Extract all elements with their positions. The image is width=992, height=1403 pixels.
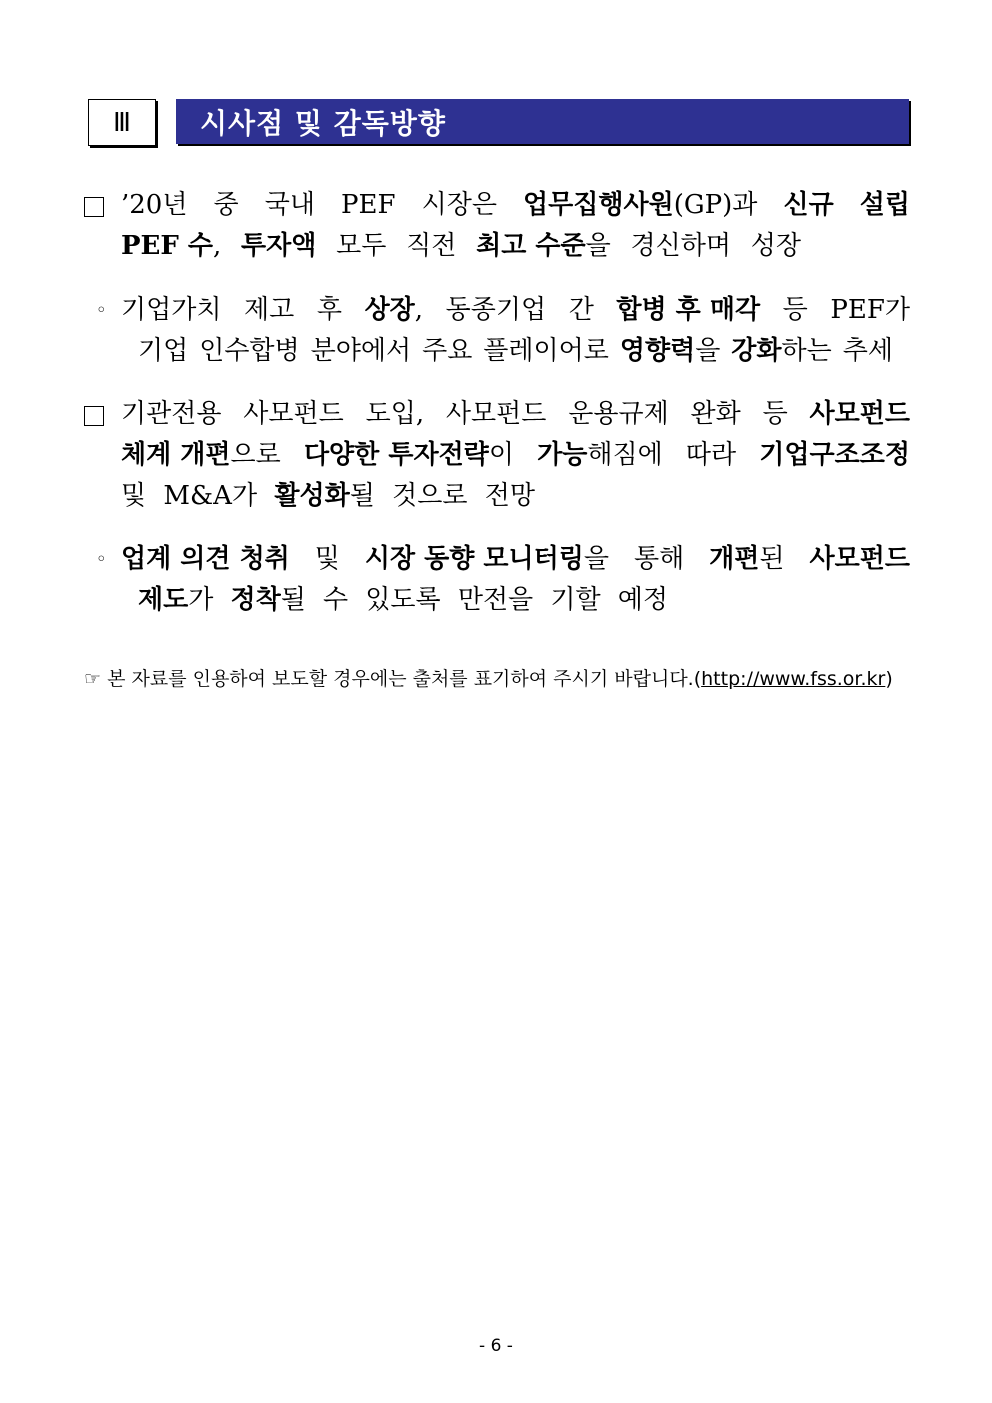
text-suffix: 된 <box>759 544 785 574</box>
text-segment <box>550 580 600 621</box>
text-suffix: , <box>414 295 424 325</box>
bold-text: 사모펀드 <box>809 544 910 574</box>
text-segment <box>121 476 146 517</box>
text-segment <box>458 580 533 621</box>
text-segment <box>691 394 741 435</box>
plain-text: 동종기업 <box>445 295 547 325</box>
text-segment <box>616 290 760 331</box>
text-segment <box>244 290 294 331</box>
checkbox-bullet-icon <box>84 185 106 226</box>
text-segment <box>317 290 342 331</box>
text-suffix: , <box>213 231 222 261</box>
bold-text: 체계 개편 <box>121 440 231 470</box>
bullet-2-line-2 <box>138 331 893 372</box>
plain-text: PEF <box>341 190 396 220</box>
text-segment <box>783 290 808 331</box>
text-segment <box>631 226 731 267</box>
text-segment <box>163 476 257 517</box>
text-segment <box>341 185 396 226</box>
bullet-1-line-1 <box>121 185 910 226</box>
text-segment <box>485 476 535 517</box>
text-segment <box>476 226 611 267</box>
plain-text: 인수합병 <box>199 336 300 366</box>
bold-text: 투자액 <box>241 231 317 261</box>
plain-text: 운용규제 <box>568 399 669 429</box>
bullet-3-line-1 <box>121 394 910 435</box>
text-suffix: (GP)과 <box>673 190 758 220</box>
text-suffix: 을 <box>583 544 610 574</box>
bold-text: 최고 수준 <box>476 231 586 261</box>
section-number-box <box>88 99 156 146</box>
text-segment <box>569 290 594 331</box>
plain-text: PEF가 <box>830 295 910 325</box>
text-segment <box>830 290 910 331</box>
plain-text: 직전 <box>406 231 457 261</box>
plain-text: 기업 <box>138 336 189 366</box>
text-suffix: 이 <box>488 440 514 470</box>
text-suffix: 가 <box>188 585 214 615</box>
pointing-hand-icon: ☞ <box>84 668 102 690</box>
text-segment <box>121 185 187 226</box>
plain-text: 후 <box>316 295 342 325</box>
text-segment <box>138 580 213 621</box>
bullet-4-line-2 <box>138 580 668 621</box>
plain-text: 만전을 <box>457 585 534 615</box>
plain-text: 따라 <box>685 440 737 470</box>
text-segment <box>686 435 736 476</box>
text-suffix: 해짐에 <box>587 440 663 470</box>
plain-text: 모두 <box>336 231 387 261</box>
text-segment <box>121 290 221 331</box>
text-segment <box>365 539 609 580</box>
bullet-3-line-2 <box>121 435 910 476</box>
text-segment <box>422 185 497 226</box>
plain-text: 기관전용 <box>121 399 222 429</box>
text-segment <box>483 331 609 372</box>
text-segment <box>265 185 315 226</box>
text-segment <box>731 331 831 372</box>
text-segment <box>446 394 546 435</box>
bold-text: 활성화 <box>274 481 350 511</box>
text-segment <box>810 394 910 435</box>
text-segment <box>751 226 801 267</box>
text-segment <box>422 331 472 372</box>
text-suffix: 될 <box>349 481 375 511</box>
bold-text: 개편 <box>709 544 760 574</box>
plain-text: 통해 <box>633 544 685 574</box>
fss-website-link[interactable]: http://www.fss.or.kr <box>701 668 886 690</box>
text-segment <box>759 435 910 476</box>
text-segment <box>366 394 425 435</box>
plain-text: 전망 <box>484 481 535 511</box>
bold-text: PEF 수 <box>121 231 213 261</box>
bold-text: 설립 <box>859 190 910 220</box>
text-segment <box>121 394 221 435</box>
text-segment <box>618 580 668 621</box>
plain-text: 제고 <box>244 295 295 325</box>
citation-note <box>84 664 904 691</box>
text-suffix: 으로 <box>230 440 281 470</box>
text-suffix: 하는 <box>781 336 832 366</box>
bold-text: 정착 <box>230 585 281 615</box>
text-suffix: 될 <box>280 585 306 615</box>
text-segment <box>315 539 340 580</box>
bold-text: 다양한 투자전략 <box>303 440 489 470</box>
bold-text: 영향력 <box>619 336 696 366</box>
plain-text: 및 <box>314 544 340 574</box>
text-segment <box>523 185 757 226</box>
text-segment <box>537 435 663 476</box>
text-segment <box>620 331 720 372</box>
plain-text: 있도록 <box>365 585 441 615</box>
text-segment <box>365 580 440 621</box>
text-suffix: 을 <box>585 231 611 261</box>
section-header <box>88 99 910 146</box>
plain-text: 간 <box>568 295 594 325</box>
plain-text: 국내 <box>264 190 315 220</box>
text-segment <box>809 539 909 580</box>
bold-text: 가능 <box>537 440 588 470</box>
text-segment <box>121 226 221 267</box>
plain-text: 주요 <box>422 336 473 366</box>
plain-text: 완화 <box>690 399 741 429</box>
section-number: Ⅲ <box>113 107 131 137</box>
text-segment <box>214 185 239 226</box>
text-segment <box>138 331 188 372</box>
text-segment <box>843 331 893 372</box>
text-segment <box>392 476 467 517</box>
text-segment <box>241 226 316 267</box>
plain-text: M&A가 <box>163 481 258 511</box>
plain-text: 분야에서 <box>310 336 412 366</box>
plain-text: 추세 <box>842 336 893 366</box>
bold-text: 업무집행사원 <box>523 190 674 220</box>
bold-text: 시장 동향 모니터링 <box>364 544 584 574</box>
text-segment <box>199 331 299 372</box>
plain-text: 기할 <box>550 585 601 615</box>
text-segment <box>365 290 424 331</box>
circle-bullet-icon: ◦ <box>96 549 107 570</box>
text-segment <box>783 185 833 226</box>
bold-text: 제도 <box>138 585 189 615</box>
text-suffix: 을 <box>695 336 721 366</box>
text-segment <box>336 226 386 267</box>
note-text: 본 자료를 인용하여 보도할 경우에는 출처를 표기하여 주시기 바랍니다. <box>107 668 694 690</box>
link-close-paren: ) <box>885 668 893 690</box>
bold-text: 신규 <box>783 190 834 220</box>
bold-text: 합병 후 매각 <box>616 295 761 325</box>
section-title-bar <box>176 99 909 144</box>
page-number: - 6 - <box>479 1336 513 1356</box>
plain-text: 시장은 <box>421 190 497 220</box>
plain-text: ’20년 <box>121 190 188 220</box>
plain-text: 사모펀드 <box>445 399 547 429</box>
plain-text: 및 <box>121 481 147 511</box>
text-segment <box>311 331 411 372</box>
plain-text: 등 <box>762 399 788 429</box>
text-segment <box>709 539 784 580</box>
plain-text: 중 <box>213 190 239 220</box>
plain-text: 성장 <box>750 231 801 261</box>
plain-text: 등 <box>782 295 808 325</box>
bold-text: 업계 의견 청취 <box>121 544 290 574</box>
text-segment <box>446 290 546 331</box>
plain-text: 경신하며 <box>630 231 731 261</box>
plain-text: 예정 <box>617 585 668 615</box>
bullet-1-line-2 <box>121 226 801 267</box>
text-segment <box>568 394 668 435</box>
plain-text: 플레이어로 <box>483 336 609 366</box>
text-segment <box>274 476 374 517</box>
bullet-2-line-1 <box>121 290 910 331</box>
text-segment <box>323 580 348 621</box>
section-title: 시사점 및 감독방향 <box>200 106 446 140</box>
plain-text: 도입, <box>365 399 425 429</box>
bold-text: 사모펀드 <box>809 399 910 429</box>
plain-text: 수 <box>323 585 349 615</box>
text-segment <box>243 394 343 435</box>
bold-text: 상장 <box>364 295 415 325</box>
link-open-paren: ( <box>693 668 702 690</box>
plain-text: 것으로 <box>392 481 468 511</box>
bold-text: 기업구조조정 <box>759 440 910 470</box>
text-segment <box>231 580 306 621</box>
bullet-4-line-1 <box>121 539 910 580</box>
text-segment <box>860 185 910 226</box>
text-segment <box>634 539 684 580</box>
checkbox-bullet-icon <box>84 394 106 435</box>
plain-text: 기업가치 <box>121 295 222 325</box>
bullet-3-line-3 <box>121 476 535 517</box>
text-segment <box>121 539 290 580</box>
plain-text: 사모펀드 <box>243 399 344 429</box>
text-segment <box>406 226 456 267</box>
bold-text: 강화 <box>731 336 782 366</box>
circle-bullet-icon: ◦ <box>96 300 107 321</box>
text-segment <box>304 435 514 476</box>
text-segment <box>121 435 281 476</box>
text-segment <box>763 394 788 435</box>
